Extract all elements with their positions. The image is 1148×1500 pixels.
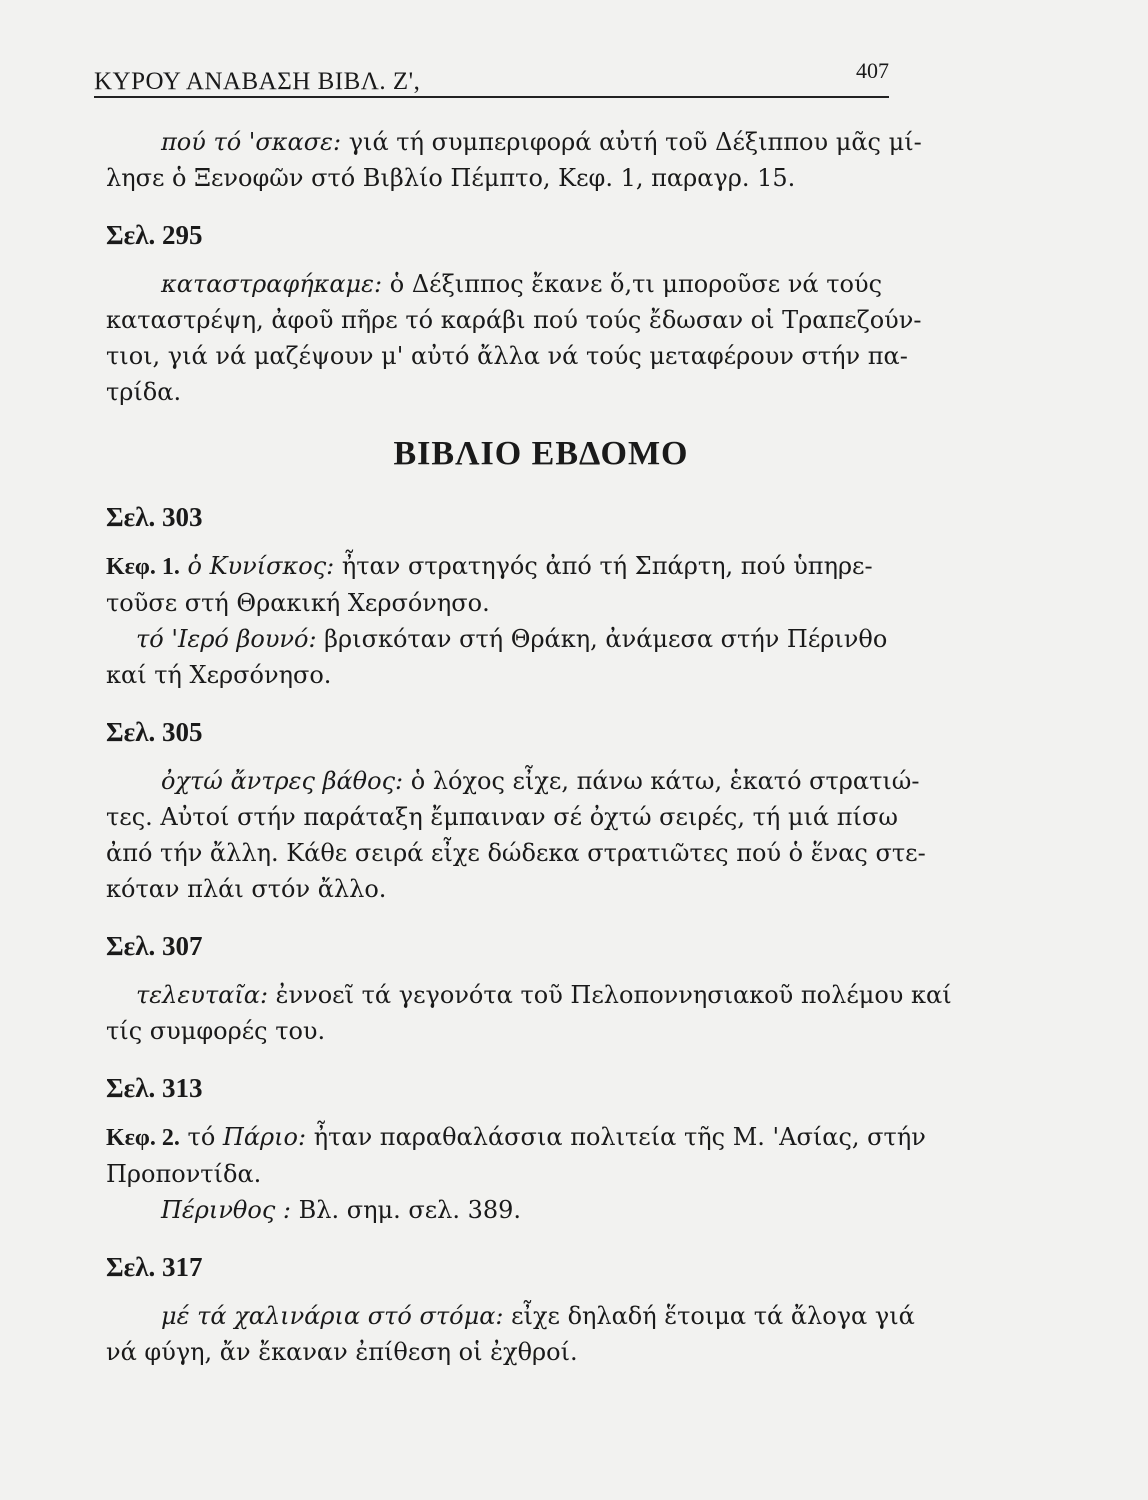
note-line: καταστραφήκαμε: ὁ Δέξιππος ἔκανε ὅ,τι μποροῦσε νά τούς (161, 270, 883, 298)
page-number: 407 (856, 58, 889, 83)
page-header (94, 56, 889, 98)
note-line: τρίδα. (106, 378, 182, 406)
book-title: ΒΙΒΛΙΟ ΕΒΔΟΜΟ (393, 435, 689, 472)
section-heading: Σελ. 317 (106, 1252, 203, 1282)
note-line: τοῦσε στή Θρακική Χερσόνησο. (106, 589, 490, 617)
note-line: τες. Αὐτοί στήν παράταξη ἔμπαιναν σέ ὀχτώ σειρές, τή μιά πίσω (106, 803, 898, 831)
note-line: τιοι, γιά νά μαζέψουν μ' αὐτό ἄλλα νά τούς μεταφέρουν στήν πα- (106, 342, 908, 370)
page-body (106, 124, 952, 1370)
note-line: καταστρέψη, ἀφοῦ πῆρε τό καράβι πού τούς ἔδωσαν οἱ Τραπεζούν- (106, 306, 922, 334)
note-line: τίς συμφορές του. (106, 1017, 326, 1045)
note-line: τό 'Ιερό βουνό: βρισκόταν στή Θράκη, ἀνάμεσα στήν Πέρινθο (136, 625, 888, 653)
section-heading: Σελ. 313 (106, 1073, 203, 1103)
note-line: Πέρινθος : Βλ. σημ. σελ. 389. (161, 1196, 522, 1224)
note-line: ἀπό τήν ἄλλη. Κάθε σειρά εἶχε δώδεκα στρατιῶτες πού ὁ ἕνας στε- (106, 839, 926, 867)
note-line: Προποντίδα. (106, 1160, 262, 1188)
note-line: μέ τά χαλινάρια στό στόμα: εἶχε δηλαδή ἕτοιμα τά ἄλογα γιά (161, 1302, 915, 1330)
note-line: λησε ὁ Ξενοφῶν στό Βιβλίο Πέμπτο, Κεφ. 1, παραγρ. 15. (106, 164, 796, 192)
note-line: κόταν πλάι στόν ἄλλο. (106, 875, 387, 903)
note-line: Κεφ. 1. ὁ Κυνίσκος: ἦταν στρατηγός ἀπό τή Σπάρτη, πού ὑπηρε- (106, 552, 873, 580)
note-line: τελευταῖα: ἐννοεῖ τά γεγονότα τοῦ Πελοποννησιακοῦ πολέμου καί (136, 981, 952, 1009)
note-line: καί τή Χερσόνησο. (106, 661, 332, 689)
section-heading: Σελ. 303 (106, 502, 203, 532)
section-heading: Σελ. 307 (106, 931, 203, 961)
running-title: ΚΥΡΟΥ ΑΝΑΒΑΣΗ ΒΙΒΛ. Ζ', (94, 68, 421, 95)
note-line: Κεφ. 2. τό Πάριο: ἦταν παραθαλάσσια πολιτεία τῆς Μ. 'Ασίας, στήν (106, 1123, 926, 1151)
section-heading: Σελ. 295 (106, 220, 203, 250)
note-line: πού τό 'σκασε: γιά τή συμπεριφορά αὐτή τοῦ Δέξιππου μᾶς μί- (161, 128, 922, 156)
note-line: ὀχτώ ἄντρες βάθος: ὁ λόχος εἶχε, πάνω κάτω, ἑκατό στρατιώ- (161, 767, 920, 795)
section-heading: Σελ. 305 (106, 717, 203, 747)
note-line: νά φύγη, ἄν ἔκαναν ἐπίθεση οἱ ἐχθροί. (106, 1338, 578, 1366)
